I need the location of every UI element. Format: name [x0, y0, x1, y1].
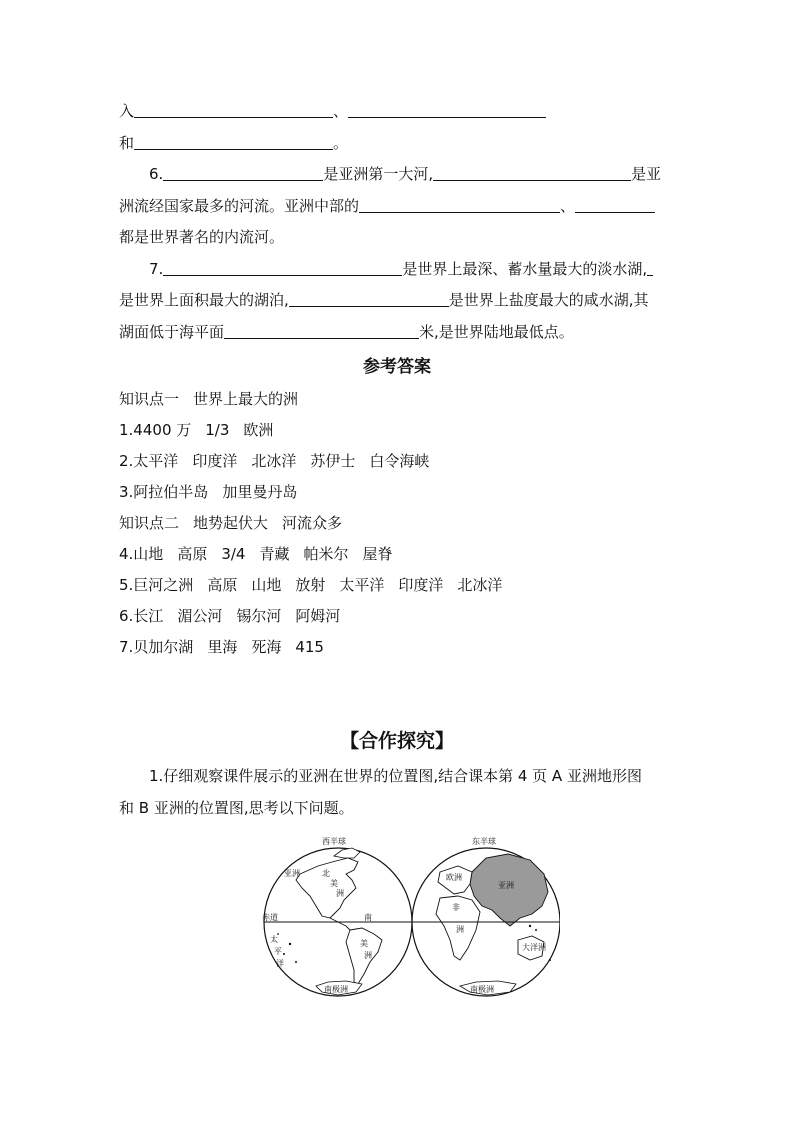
- map-label: 亚洲: [498, 881, 514, 890]
- answer-blank[interactable]: [575, 194, 655, 213]
- answer-7: [119, 632, 675, 663]
- q6-line1: [119, 159, 675, 191]
- q7-line2: [119, 285, 675, 317]
- answer-5: [119, 570, 675, 601]
- answer-item: 青藏: [259, 545, 290, 563]
- answer-item: 印度洋: [398, 576, 444, 594]
- answer-blank[interactable]: [134, 131, 333, 150]
- answer-item: 知识点一: [119, 390, 180, 408]
- answer-item: 太平洋: [339, 576, 385, 594]
- answer-item: 屋脊: [362, 545, 393, 563]
- east-hemisphere-title: 东半球: [472, 837, 496, 846]
- q6-text: 、: [560, 196, 576, 215]
- answer-3: [119, 477, 675, 508]
- section-title: 【合作探究】: [339, 730, 454, 752]
- q7-text: 是世界上盐度最大的咸水湖,其: [448, 291, 649, 309]
- answer-item: 4.山地: [119, 545, 164, 563]
- answer-1: [119, 415, 675, 446]
- map-label: 洲: [364, 951, 372, 960]
- answer-item: 世界上最大的洲: [193, 390, 299, 408]
- q6-text: 洲流经国家最多的河流。亚洲中部的: [119, 196, 360, 215]
- answer-item: 死海: [251, 638, 282, 656]
- q7-text: 米,是世界陆地最低点。: [419, 322, 574, 341]
- map-label: 欧洲: [446, 873, 462, 882]
- answer-item: 地势起伏大: [193, 514, 269, 532]
- answer-item: 加里曼丹岛: [222, 483, 298, 501]
- hemispheres-svg: [260, 836, 560, 1001]
- answers-title: 参考答案: [363, 357, 431, 377]
- answer-item: 高原: [207, 576, 238, 594]
- answer-4: [119, 539, 675, 570]
- answer-item: 2.太平洋: [119, 452, 179, 470]
- document-page: [119, 96, 675, 824]
- map-label: 洲: [456, 925, 464, 934]
- q7-text: 是世界上最深、蓄水量最大的淡水湖,: [402, 259, 648, 278]
- q6-text: 是亚洲第一大河,: [323, 165, 434, 183]
- answer-item: 苏伊士: [310, 452, 356, 470]
- answer-item: 7.贝加尔湖: [119, 638, 194, 656]
- q5-end: 。: [333, 133, 349, 152]
- answer-item: 1/3: [205, 421, 230, 439]
- answer-blank[interactable]: [348, 99, 546, 118]
- answer-item: 415: [295, 638, 324, 656]
- answer-item: 阿姆河: [295, 607, 341, 625]
- q7-text: 湖面低于海平面: [119, 322, 225, 341]
- map-label: 大洋洲: [522, 943, 546, 952]
- answer-item: 白令海峡: [369, 452, 430, 470]
- explore-paragraph-line1: 1.仔细观察课件展示的亚洲在世界的位置图,结合课本第 4 页 A 亚洲地形图: [149, 767, 642, 785]
- q5-line2: [119, 128, 675, 160]
- answer-2: [119, 446, 675, 477]
- q7-line3: [119, 317, 675, 349]
- answer-blank[interactable]: [289, 288, 449, 307]
- answer-item: 3.阿拉伯半岛: [119, 483, 209, 501]
- world-hemispheres-map: [260, 836, 560, 1001]
- answer-knowledge-1: [119, 384, 675, 415]
- answer-item: 河流众多: [282, 514, 343, 532]
- q5-line1: [119, 96, 675, 128]
- answer-item: 6.长江: [119, 607, 164, 625]
- map-label: 美: [360, 939, 368, 948]
- answer-item: 里海: [207, 638, 238, 656]
- q5-prefix2: 和: [119, 133, 135, 152]
- q7-number: 7.: [149, 259, 164, 278]
- q6-line3: [119, 222, 675, 254]
- answer-item: 北冰洋: [251, 452, 297, 470]
- answer-item: 帕米尔: [303, 545, 349, 563]
- equator-label: 赤道: [262, 913, 278, 922]
- explore-paragraph-line2: 和 B 亚洲的位置图,思考以下问题。: [119, 798, 354, 817]
- answer-6: [119, 601, 675, 632]
- map-label: 南极洲: [470, 985, 494, 994]
- answer-item: 山地: [251, 576, 282, 594]
- map-label: 北: [322, 869, 330, 878]
- answer-blank[interactable]: [433, 162, 631, 181]
- q7-text: 是世界上面积最大的湖泊,: [119, 291, 289, 309]
- west-hemisphere-title: 西半球: [322, 837, 346, 846]
- q6-text: 是亚: [631, 165, 662, 183]
- map-label: 平: [274, 947, 282, 956]
- answer-blank[interactable]: [647, 257, 653, 276]
- q6-line2: [119, 191, 675, 223]
- answer-item: 放射: [295, 576, 326, 594]
- answer-item: 锡尔河: [236, 607, 282, 625]
- answer-blank[interactable]: [359, 194, 560, 213]
- answer-blank[interactable]: [134, 99, 333, 118]
- answer-item: 高原: [177, 545, 208, 563]
- answer-item: 1.4400 万: [119, 421, 192, 439]
- answer-item: 知识点二: [119, 514, 180, 532]
- answer-item: 欧洲: [243, 421, 274, 439]
- q5-prefix: 入: [119, 102, 135, 120]
- q5-separator: 、: [333, 102, 349, 120]
- q6-number: 6.: [149, 165, 164, 183]
- answer-item: 3/4: [221, 545, 246, 563]
- answer-blank[interactable]: [163, 257, 402, 276]
- answer-item: 北冰洋: [457, 576, 503, 594]
- q7-line1: [119, 254, 675, 286]
- answer-item: 印度洋: [192, 452, 238, 470]
- map-label: 南极洲: [324, 985, 348, 994]
- map-label: 非: [452, 903, 460, 912]
- map-label: 南: [364, 913, 372, 922]
- map-label: 太: [270, 935, 278, 944]
- answer-item: 湄公河: [177, 607, 223, 625]
- map-label: 亚洲: [284, 869, 300, 878]
- map-label: 洋: [276, 959, 284, 968]
- map-label: 美: [330, 879, 338, 888]
- answer-item: 5.巨河之洲: [119, 576, 194, 594]
- map-label: 洲: [336, 889, 344, 898]
- answer-blank[interactable]: [224, 320, 419, 339]
- answer-knowledge-2: [119, 508, 675, 539]
- q6-text: 都是世界著名的内流河。: [119, 228, 285, 246]
- answer-blank[interactable]: [163, 162, 323, 181]
